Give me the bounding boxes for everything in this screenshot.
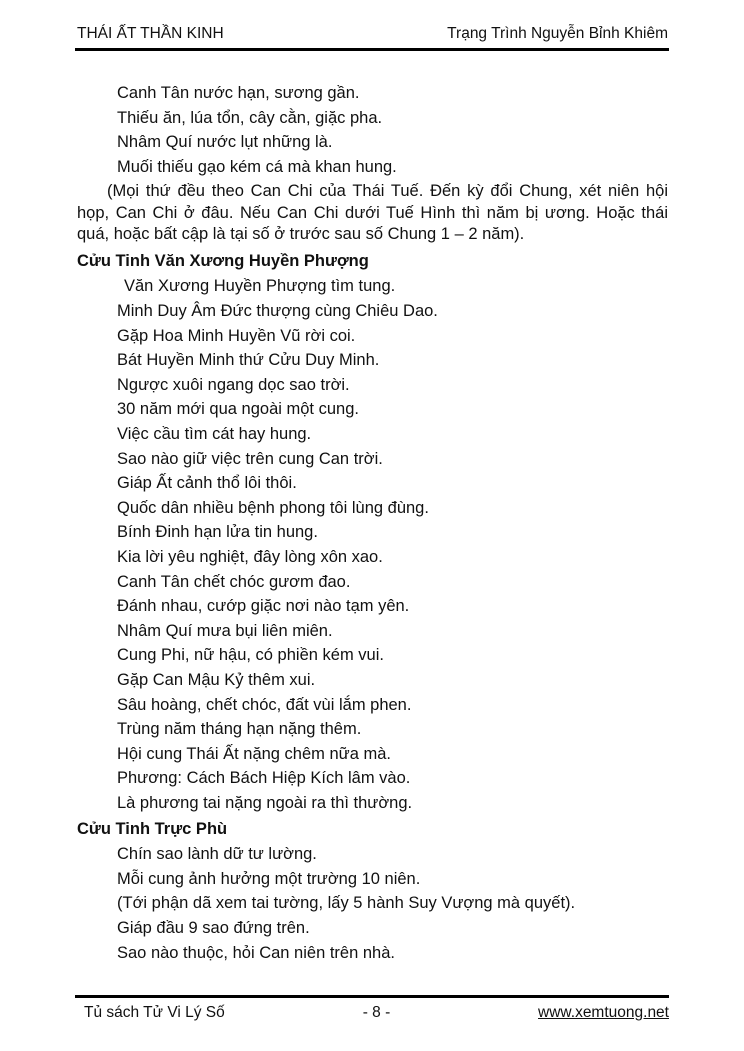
verse-line: Phương: Cách Bách Hiệp Kích lâm vào. — [117, 769, 411, 788]
verse-line: Bát Huyền Minh thứ Cửu Duy Minh. — [117, 351, 380, 370]
page-number: - 8 - — [362, 1004, 391, 1021]
verse-line: Bính Đinh hạn lửa tin hung. — [117, 523, 318, 542]
verse-line: Sâu hoàng, chết chóc, đất vùi lắm phen. — [117, 695, 412, 714]
header-book-title: THÁI ẤT THẦN KINH — [77, 25, 224, 42]
verse-line: Nhâm Quí nước lụt những là. — [117, 133, 333, 152]
header-rule — [75, 48, 669, 51]
verse-line: Gặp Can Mậu Kỷ thêm xui. — [117, 670, 316, 689]
verse-line: Canh Tân nước hạn, sương gần. — [117, 84, 360, 102]
header-author: Trạng Trình Nguyễn Bỉnh Khiêm — [447, 25, 668, 42]
document-body — [77, 81, 668, 965]
verse-line: Muối thiếu gạo kém cá mà khan hung. — [117, 157, 397, 176]
verse-line: Giáp Ất cảnh thổ lôi thôi. — [117, 474, 297, 493]
footer-link-wrap — [474, 1004, 669, 1022]
footer-website-link[interactable]: www.xemtuong.net — [538, 1004, 669, 1021]
verse-line: Hội cung Thái Ất nặng chêm nữa mà. — [117, 744, 391, 763]
verse-line: Giáp đầu 9 sao đứng trên. — [117, 918, 310, 937]
section-heading: Cửu Tinh Văn Xương Huyền Phượng — [77, 251, 369, 270]
verse-line: (Tới phận dã xem tai tường, lấy 5 hành Suy Vượng mà quyết). — [117, 894, 576, 913]
verse-line: Thiếu ăn, lúa tổn, cây cằn, giặc pha. — [117, 108, 383, 127]
verse-line: Ngược xuôi ngang dọc sao trời. — [117, 375, 350, 394]
footer-row — [75, 1004, 669, 1022]
verse-line: Sao nào giữ việc trên cung Can trời. — [117, 449, 383, 468]
verse-line: Trùng năm tháng hạn nặng thêm. — [117, 720, 362, 739]
verse-line: Minh Duy Âm Đức thượng cùng Chiêu Dao. — [117, 302, 438, 321]
footer-series-title: Tủ sách Tử Vi Lý Số — [84, 1004, 225, 1021]
verse-line: Đánh nhau, cướp giặc nơi nào tạm yên. — [117, 597, 410, 616]
verse-line: 30 năm mới qua ngoài một cung. — [117, 400, 359, 419]
page-header — [77, 25, 668, 43]
page-footer — [75, 995, 669, 1022]
verse-line: Canh Tân chết chóc gươm đao. — [117, 572, 351, 591]
verse-line: Sao nào thuộc, hỏi Can niên trên nhà. — [117, 943, 395, 962]
verse-line: Cung Phi, nữ hậu, có phiền kém vui. — [117, 646, 384, 665]
body-paragraph: (Mọi thứ đều theo Can Chi của Thái Tuế. Đến kỳ đổi Chung, xét niên hội họp, Can Chi ở đâu. Nếu Can Chi dưới Tuế Hình thì năm bị ương. Hoặc thái quá, hoặc bất cập là tại số ở trước sau số Chung 1 – 2 năm). — [77, 182, 668, 244]
verse-line: Nhâm Quí mưa bụi liên miên. — [117, 621, 333, 640]
verse-line: Chín sao lành dữ tư lường. — [117, 845, 317, 864]
verse-line: Kia lời yêu nghiệt, đây lòng xôn xao. — [117, 548, 383, 566]
verse-line: Việc cầu tìm cát hay hung. — [117, 425, 312, 444]
verse-line: Là phương tai nặng ngoài ra thì thường. — [117, 793, 413, 812]
footer-rule — [75, 995, 669, 998]
verse-line: Quốc dân nhiều bệnh phong tôi lùng đùng. — [117, 498, 429, 517]
verse-line: Gặp Hoa Minh Huyền Vũ rời coi. — [117, 326, 356, 345]
section-heading: Cửu Tinh Trực Phù — [77, 819, 228, 838]
verse-line: Văn Xương Huyền Phượng tìm tung. — [124, 277, 396, 296]
verse-line: Mỗi cung ảnh hưởng một trường 10 niên. — [117, 869, 421, 888]
